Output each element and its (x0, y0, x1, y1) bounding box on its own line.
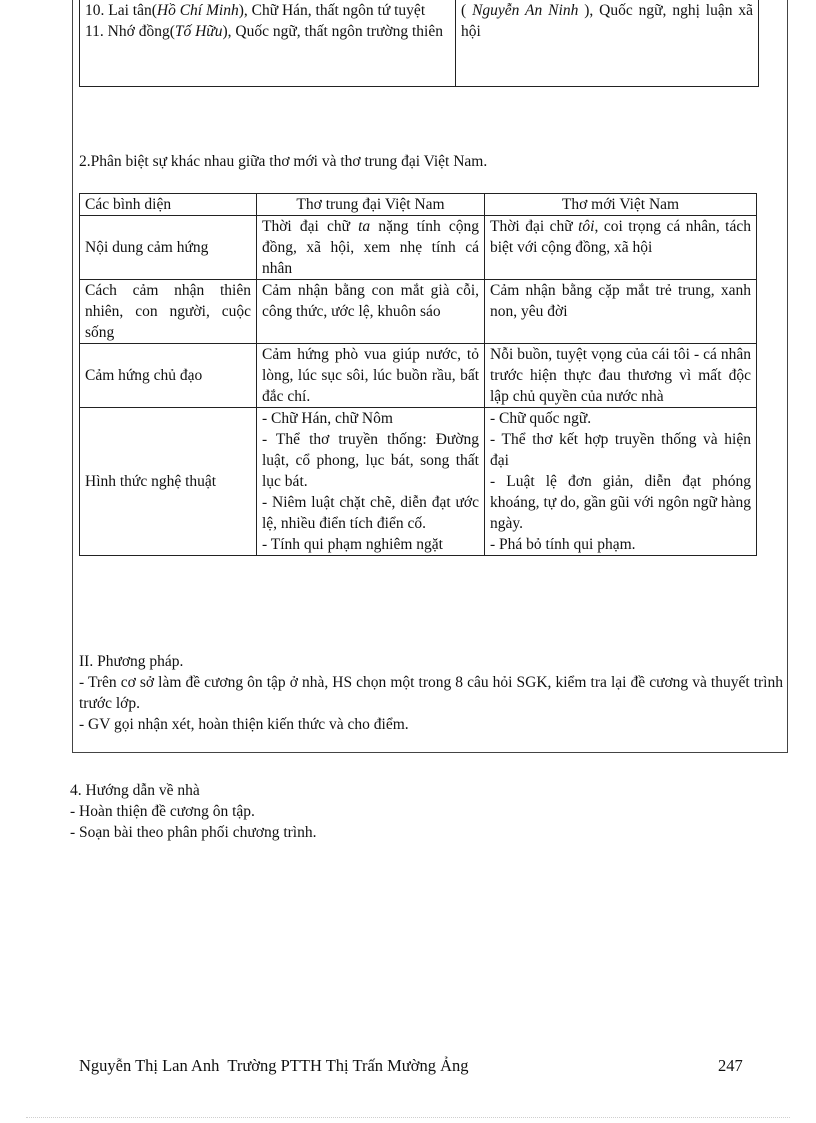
header-modern: Thơ mới Việt Nam (485, 194, 757, 216)
page-number: 247 (718, 1056, 743, 1075)
modern-text: Thời đại chữ (490, 218, 579, 235)
page-border (26, 1117, 790, 1118)
item10-suffix: ), Chữ Hán, thất ngôn tứ tuyệt (238, 2, 426, 19)
row-aspect: Cảm hứng chủ đạo (80, 344, 257, 408)
list-item: - Thể thơ kết hợp truyền thống và hiện đại (490, 431, 751, 469)
row-aspect: Cách cảm nhận thiên nhiên, con người, cuộc sống (80, 280, 257, 344)
medieval-emphasis: ta (358, 218, 371, 235)
row-aspect: Hình thức nghệ thuật (80, 408, 257, 556)
row-modern: Nỗi buồn, tuyệt vọng của cái tôi - cá nhân trước hiện thực đau thương vì mất độc lập chủ quyền của nước nhà (485, 344, 757, 408)
works-cell-left (80, 0, 456, 87)
row-modern: Cảm nhận bằng cặp mắt trẻ trung, xanh non, yêu đời (485, 280, 757, 344)
method-heading: II. Phương pháp. (79, 653, 184, 670)
modern-emphasis: tôi (578, 218, 595, 235)
homework-line: - Hoàn thiện đề cương ôn tập. (70, 803, 255, 820)
row-medieval: Cảm hứng phò vua giúp nước, tỏ lòng, lúc sục sôi, lúc buồn rầu, bất đắc chí. (257, 344, 485, 408)
list-item: - Phá bỏ tính qui phạm. (490, 536, 636, 553)
table-row (80, 408, 757, 556)
table-row (80, 344, 757, 408)
table-row (80, 280, 757, 344)
medieval-text: nặng tính cộng đồng, xã hội, xem nhẹ tính cá nhân (262, 218, 479, 277)
row-medieval: Cảm nhận bằng con mắt già cỗi, công thức, ước lệ, khuôn sáo (257, 280, 485, 344)
homework-line: - Soạn bài theo phân phối chương trình. (70, 824, 317, 841)
modern-text: , coi trọng cá nhân, tách biệt với cộng đồng, xã hội (490, 218, 752, 256)
row-aspect: Nội dung cảm hứng (80, 216, 257, 280)
footer-author: Nguyễn Thị Lan Anh Trường PTTH Thị Trấn Mường Ảng (79, 1056, 469, 1075)
item11-prefix: 11. Nhớ đồng( (85, 23, 175, 40)
method-line: - Trên cơ sở làm đề cương ôn tập ở nhà, HS chọn một trong 8 câu hỏi SGK, kiểm tra lại đề cương và thuyết trình trước lớp. (79, 674, 783, 712)
row-modern (485, 216, 757, 280)
item10-prefix: 10. Lai tân( (85, 2, 157, 19)
list-item: - Chữ Hán, chữ Nôm (262, 410, 393, 427)
method-line: - GV gọi nhận xét, hoàn thiện kiến thức và cho điểm. (79, 716, 409, 733)
section2-heading: 2.Phân biệt sự khác nhau giữa thơ mới và thơ trung đại Việt Nam. (79, 153, 488, 170)
homework-section (70, 780, 770, 843)
row-medieval (257, 408, 485, 556)
row-medieval (257, 216, 485, 280)
table-row (80, 216, 757, 280)
item10-author: Hồ Chí Minh (156, 2, 239, 19)
list-item: - Tính qui phạm nghiêm ngặt (262, 536, 443, 553)
row-modern (485, 408, 757, 556)
item11-author: Tố Hữu (174, 23, 223, 40)
table-header-row (80, 194, 757, 216)
comparison-table (79, 193, 757, 556)
list-item: - Chữ quốc ngữ. (490, 410, 592, 427)
right-prefix: ( (461, 2, 473, 19)
method-section (79, 651, 783, 735)
list-item: - Luật lệ đơn giản, diễn đạt phóng khoáng, tự do, gần gũi với ngôn ngữ hàng ngày. (490, 473, 751, 532)
table-row (80, 0, 759, 87)
works-table (79, 0, 759, 87)
list-item: - Thể thơ truyền thống: Đường luật, cổ phong, lục bát, song thất lục bát. (262, 431, 479, 490)
medieval-text: Thời đại chữ (262, 218, 359, 235)
right-author: Nguyễn An Ninh (472, 2, 579, 19)
right-suffix: ), Quốc ngữ, nghị luận xã hội (461, 2, 754, 40)
item11-suffix: ), Quốc ngữ, thất ngôn trường thiên (222, 23, 443, 40)
list-item: - Niêm luật chặt chẽ, diễn đạt ước lệ, nhiều điển tích điển cố. (262, 494, 479, 532)
homework-heading: 4. Hướng dẫn về nhà (70, 782, 200, 799)
header-aspect: Các bình diện (80, 194, 257, 216)
works-cell-right (456, 0, 759, 87)
header-medieval: Thơ trung đại Việt Nam (257, 194, 485, 216)
